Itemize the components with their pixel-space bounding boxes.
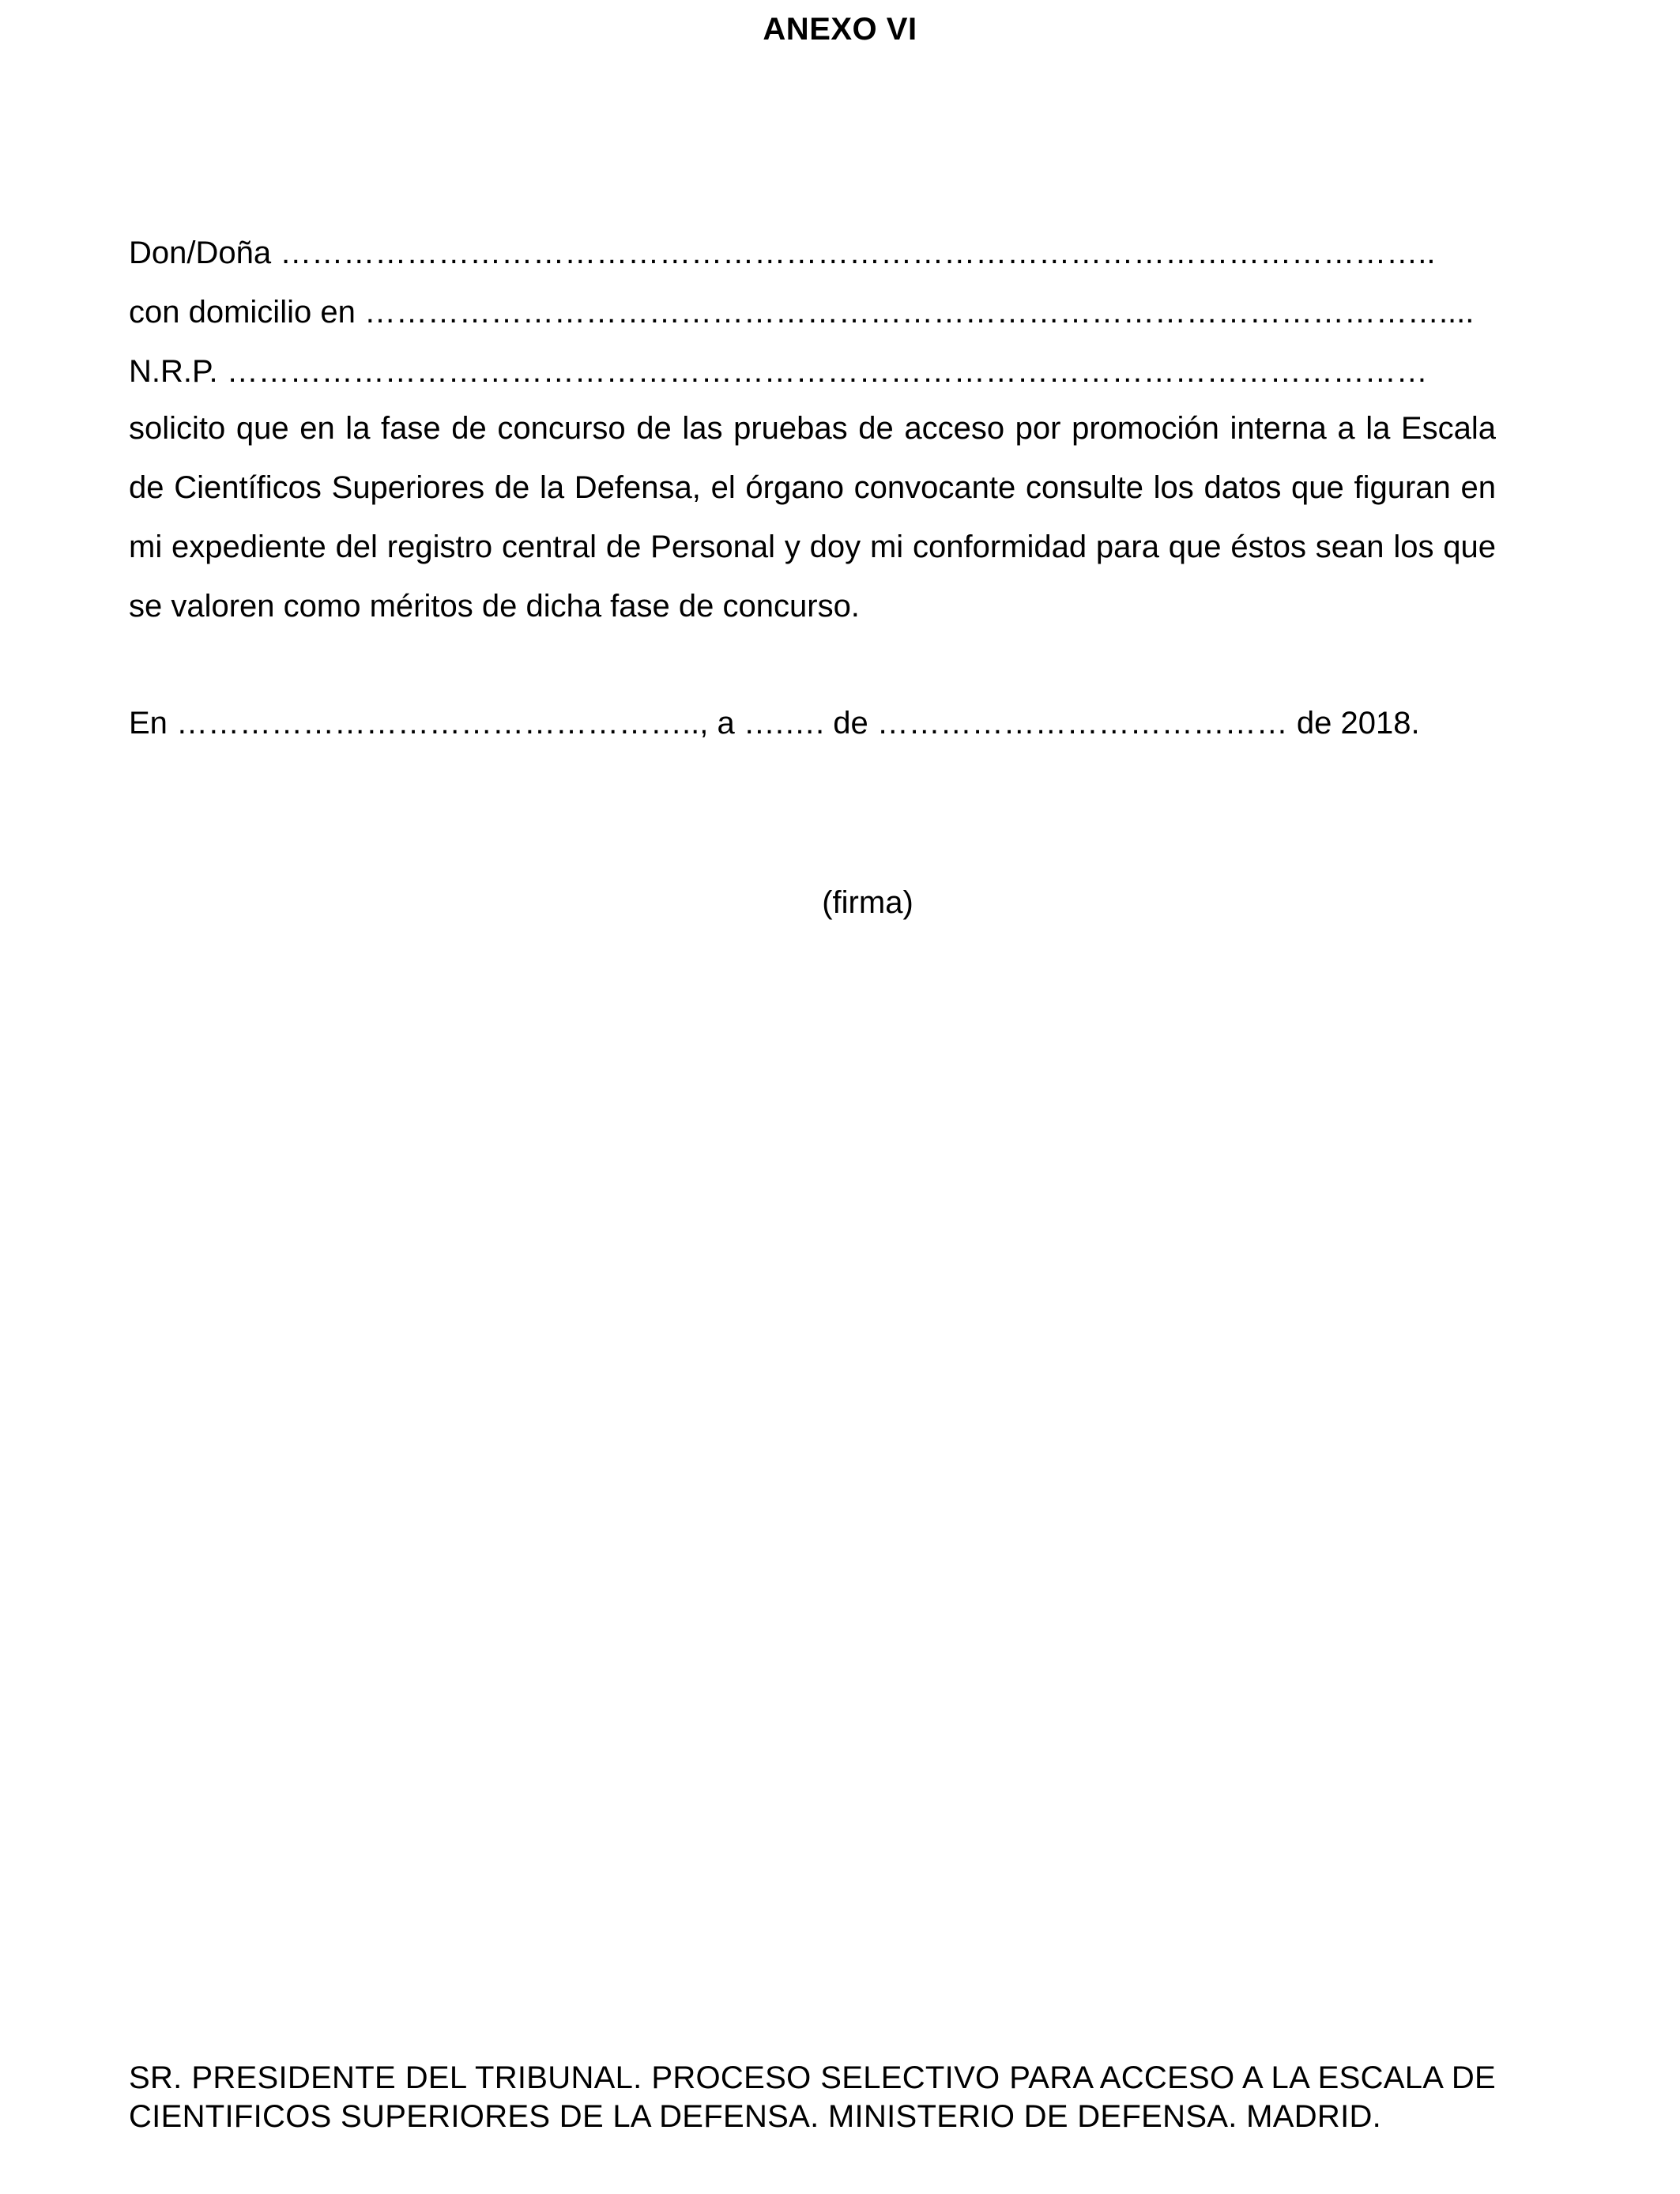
nrp-field-dots: …………………………………………………………………………………………………… [226,354,1428,389]
name-field-label: Don/Doña [129,236,281,270]
date-place-line: En ………………………………………….., a ….…. de ………………………………… de 2018. [129,706,1420,741]
address-field-label: con domicilio en [129,295,364,330]
nrp-field-line [129,352,1496,391]
request-paragraph: solicito que en la fase de concurso de las pruebas de acceso por promoción interna a la Escala de Científicos Superiores de la Defensa, el órgano convocante consulte los datos que figuran en mi expediente del registro central de Personal y doy mi conformidad para que éstos sean los que se valoren como méritos de dicha fase de concurso. [129,411,1496,624]
nrp-field-label: N.R.P. [129,354,227,389]
name-field-line [129,233,1496,273]
signature-label: (firma) [822,885,913,920]
address-field-dots: ………………………………………………………………………………………….... [363,295,1475,330]
document-title: ANEXO VI [763,12,917,47]
name-field-dots: ……………………………………………………………………………………………….. [280,236,1436,270]
address-field-line [129,292,1496,332]
addressee-block: SR. PRESIDENTE DEL TRIBUNAL. PROCESO SELECTIVO PARA ACCESO A LA ESCALA DE CIENTIFICOS SUPERIORES DE LA DEFENSA. MINISTERIO DE DEFENSA. MADRID. [129,2060,1496,2134]
